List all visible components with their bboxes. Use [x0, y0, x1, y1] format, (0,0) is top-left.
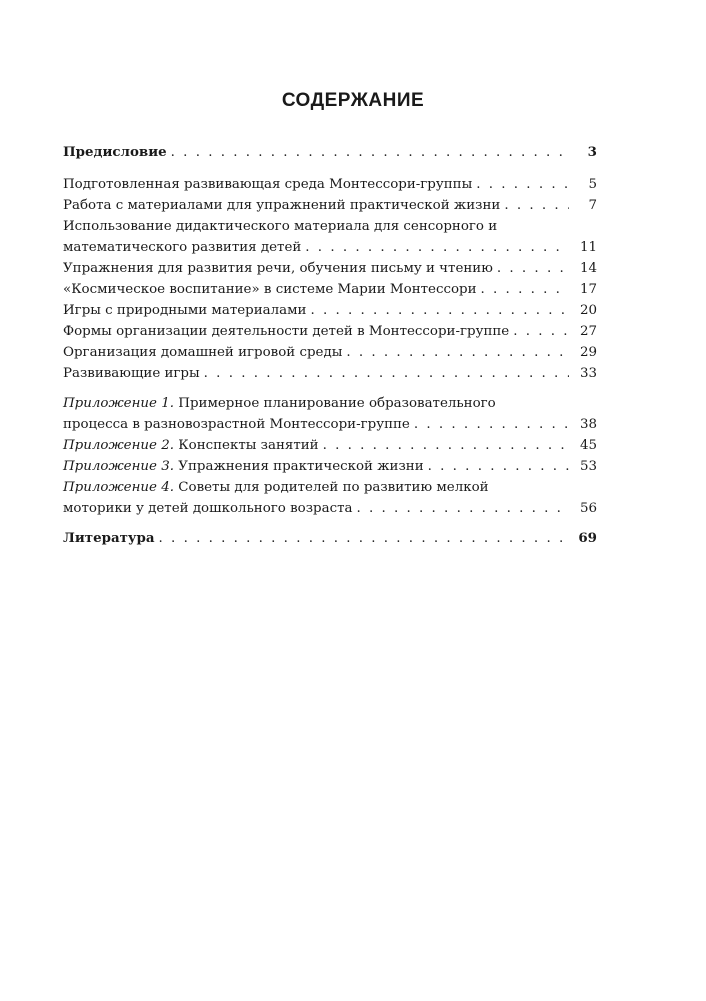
toc-page-number: 56: [579, 501, 597, 516]
toc-entry-label: Подготовленная развивающая среда Монтессори-группы: [63, 177, 473, 192]
dot-leader: [513, 321, 569, 342]
toc-entry[interactable]: [63, 195, 597, 216]
toc-page-number: 33: [579, 366, 597, 381]
toc-page-number: 69: [578, 530, 597, 546]
toc-entry[interactable]: [63, 216, 597, 258]
toc-page-number: 17: [579, 282, 597, 297]
toc-entry-label-line1: Советы для родителей по развитию мелкой: [178, 480, 489, 495]
toc-entry-label: Развивающие игры: [63, 366, 200, 381]
appendix-label: Приложение 4.: [63, 480, 175, 495]
dot-leader: [171, 142, 569, 163]
toc-page-number: 45: [579, 438, 597, 453]
toc-entry-label: Работа с материалами для упражнений практической жизни: [63, 198, 501, 213]
dot-leader: [481, 279, 569, 300]
toc-entry[interactable]: [63, 258, 597, 279]
toc-entry-label-line1: Примерное планирование образовательного: [178, 396, 496, 411]
toc-entry[interactable]: [63, 321, 597, 342]
toc-entry-appendix-4[interactable]: [63, 477, 597, 519]
toc-entry[interactable]: [63, 342, 597, 363]
toc-entry-label-line2: моторики у детей дошкольного возраста: [63, 501, 353, 516]
dot-leader: [346, 342, 569, 363]
toc-entry-literature[interactable]: [63, 528, 597, 549]
toc-entry-label: Упражнения практической жизни: [178, 459, 424, 474]
table-of-contents: [63, 142, 597, 549]
dot-leader: [204, 363, 569, 384]
dot-leader: [159, 528, 569, 549]
dot-leader: [428, 456, 569, 477]
toc-entry-label: Предисловие: [63, 144, 167, 160]
toc-entry[interactable]: [63, 300, 597, 321]
dot-leader: [497, 258, 569, 279]
toc-entry-preface[interactable]: [63, 142, 597, 163]
toc-page-number: 53: [579, 459, 597, 474]
dot-leader: [323, 435, 569, 456]
appendix-label: Приложение 3.: [63, 459, 175, 474]
toc-page-number: 11: [579, 240, 597, 255]
dot-leader: [414, 414, 569, 435]
toc-entry-label: Игры с природными материалами: [63, 303, 307, 318]
appendix-label: Приложение 2.: [63, 438, 175, 453]
toc-page-number: 38: [579, 417, 597, 432]
toc-page-number: 5: [588, 177, 597, 192]
page-title: СОДЕРЖАНИЕ: [281, 90, 425, 111]
toc-entry-label: Литература: [63, 530, 155, 546]
toc-entry[interactable]: [63, 279, 597, 300]
dot-leader: [504, 195, 569, 216]
toc-entry[interactable]: [63, 363, 597, 384]
toc-page-number: 14: [579, 261, 597, 276]
dot-leader: [476, 174, 569, 195]
toc-entry-label: Упражнения для развития речи, обучения письму и чтению: [63, 261, 493, 276]
toc-entry-appendix-3[interactable]: [63, 456, 597, 477]
toc-entry-appendix-2[interactable]: [63, 435, 597, 456]
appendix-label: Приложение 1.: [63, 396, 175, 411]
toc-page-number: 7: [588, 198, 597, 213]
toc-page-number: 20: [579, 303, 597, 318]
toc-entry-label-line2: математического развития детей: [63, 240, 302, 255]
toc-entry-label: «Космическое воспитание» в системе Марии Монтессори: [63, 282, 477, 297]
toc-entry-label-line2: процесса в разновозрастной Монтессори-группе: [63, 417, 410, 432]
toc-entry-label: Организация домашней игровой среды: [63, 345, 343, 360]
dot-leader: [310, 300, 569, 321]
toc-page-number: 3: [587, 144, 597, 160]
toc-page-number: 29: [579, 345, 597, 360]
toc-entry[interactable]: [63, 174, 597, 195]
dot-leader: [356, 498, 569, 519]
toc-entry-label: Формы организации деятельности детей в Монтессори-группе: [63, 324, 510, 339]
toc-entry-appendix-1[interactable]: [63, 393, 597, 435]
toc-entry-label: Конспекты занятий: [178, 438, 319, 453]
toc-page-number: 27: [579, 324, 597, 339]
toc-entry-label-line1: Использование дидактического материала для сенсорного и: [63, 219, 498, 234]
dot-leader: [305, 237, 569, 258]
